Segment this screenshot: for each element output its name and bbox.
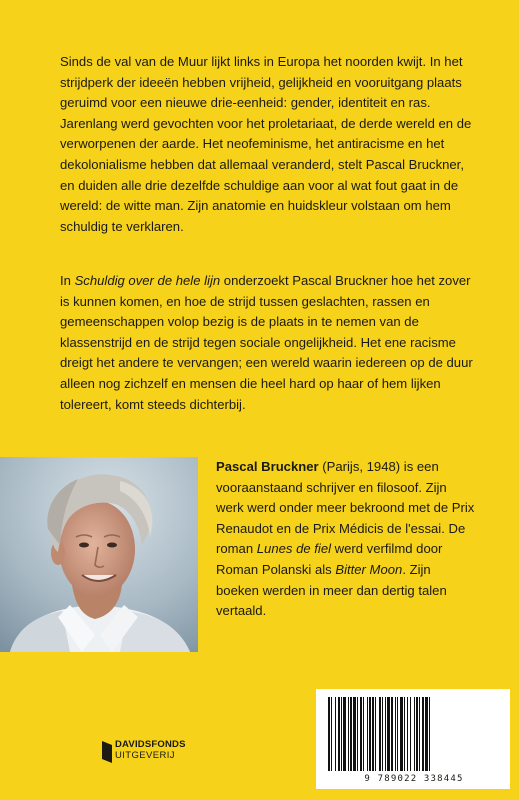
isbn-number: 9 789022 338445 bbox=[364, 774, 464, 784]
isbn-barcode bbox=[316, 689, 510, 789]
bio-film-title: Bitter Moon bbox=[335, 561, 403, 577]
author-photo bbox=[0, 457, 198, 652]
book-title: Schuldig over de hele lijn bbox=[74, 273, 221, 288]
barcode-bar bbox=[404, 697, 405, 771]
barcode-bar bbox=[369, 697, 371, 771]
barcode-bar bbox=[407, 697, 408, 771]
barcode-bar bbox=[387, 697, 390, 771]
barcode-bar bbox=[335, 697, 336, 771]
blurb-paragraph-1: Sinds de val van de Muur lijkt links in Europa het noorden kwijt. In het strijdperk der ideeën hebben vrijheid, gelijkheid en vooruitgang plaats geruimd voor een nieuwe drie-eenheid: gender, identiteit en ras. Jarenlang werd gevochten voor het proletariaat, de derde wereld en de verworpenen der aarde. Het neofeminisme, het antiracisme en het dekolonialisme hebben dat allemaal veranderd, stelt Pascal Bruckner, en duiden alle drie dezelfde schuldige aan voor al wat fout gaat in de wereld: de witte man. Zijn anatomie en huidskleur volstaan om hem schuldig te verklaren. bbox=[60, 54, 472, 234]
bio-text-3: . Zijn boeken werden in meer dan dertig talen vertaald. bbox=[216, 561, 447, 619]
barcode-bar bbox=[328, 697, 330, 771]
blurb-p2-rest: onderzoekt Pascal Bruckner hoe het zover is kunnen komen, en hoe de strijd tussen geslachten, rassen en gemeenschappen volop bezig is de plaats in te nemen van de klassenstrijd en de strijd tegen sociale ongelijkheid. Het ene racisme dreigt het andere te vervangen; een wereld waarin iedereen op de duur alleen nog zichzelf en mensen die heel hard op haar of hem lijken tolereert, komt steeds dichterbij. bbox=[60, 273, 473, 412]
publisher-subtitle: UITGEVERIJ bbox=[115, 750, 175, 761]
barcode-bar bbox=[375, 697, 376, 771]
barcode-bar bbox=[414, 697, 415, 771]
barcode-bar bbox=[338, 697, 340, 771]
publisher-name: DAVIDSFONDS bbox=[115, 739, 186, 750]
barcode-bar bbox=[360, 697, 362, 771]
barcode-bar bbox=[429, 697, 430, 771]
barcode-bar bbox=[400, 697, 403, 771]
bio-text-2: werd verfilmd door Roman Polanski als bbox=[216, 541, 443, 577]
barcode-bar bbox=[343, 697, 346, 771]
barcode-bar bbox=[416, 697, 418, 771]
bio-novel-title: Lunes de fiel bbox=[256, 541, 332, 557]
barcode-bar bbox=[422, 697, 424, 771]
barcode-bar bbox=[348, 697, 349, 771]
barcode-bar bbox=[425, 697, 428, 771]
barcode-bar bbox=[372, 697, 374, 771]
author-bio bbox=[216, 457, 476, 622]
barcode-bar bbox=[363, 697, 364, 771]
barcode-bar bbox=[357, 697, 358, 771]
blurb-p2-lead: In bbox=[60, 273, 75, 288]
barcode-bar bbox=[382, 697, 383, 771]
barcode-bar bbox=[419, 697, 420, 771]
barcode-bar bbox=[395, 697, 396, 771]
barcode-bar bbox=[331, 697, 332, 771]
barcode-bar bbox=[397, 697, 398, 771]
barcode-bars bbox=[326, 697, 500, 771]
barcode-bar bbox=[391, 697, 393, 771]
barcode-bar bbox=[367, 697, 368, 771]
bio-text-1: (Parijs, 1948) is een vooraanstaand schrijver en filosoof. Zijn werk werd onder meer bekroond met de Prix Renaudot en de Prix Médicis de l'essai. De roman bbox=[216, 459, 475, 557]
barcode-bar bbox=[353, 697, 356, 771]
barcode-bar bbox=[379, 697, 381, 771]
publisher-logo bbox=[102, 739, 222, 769]
barcode-bar bbox=[350, 697, 352, 771]
barcode-bar bbox=[385, 697, 386, 771]
blurb-paragraph-2 bbox=[60, 271, 480, 415]
barcode-bar bbox=[410, 697, 411, 771]
author-name: Pascal Bruckner bbox=[216, 459, 319, 474]
barcode-bar bbox=[341, 697, 342, 771]
author-portrait-image bbox=[0, 457, 198, 652]
publisher-mark-icon bbox=[102, 741, 112, 763]
